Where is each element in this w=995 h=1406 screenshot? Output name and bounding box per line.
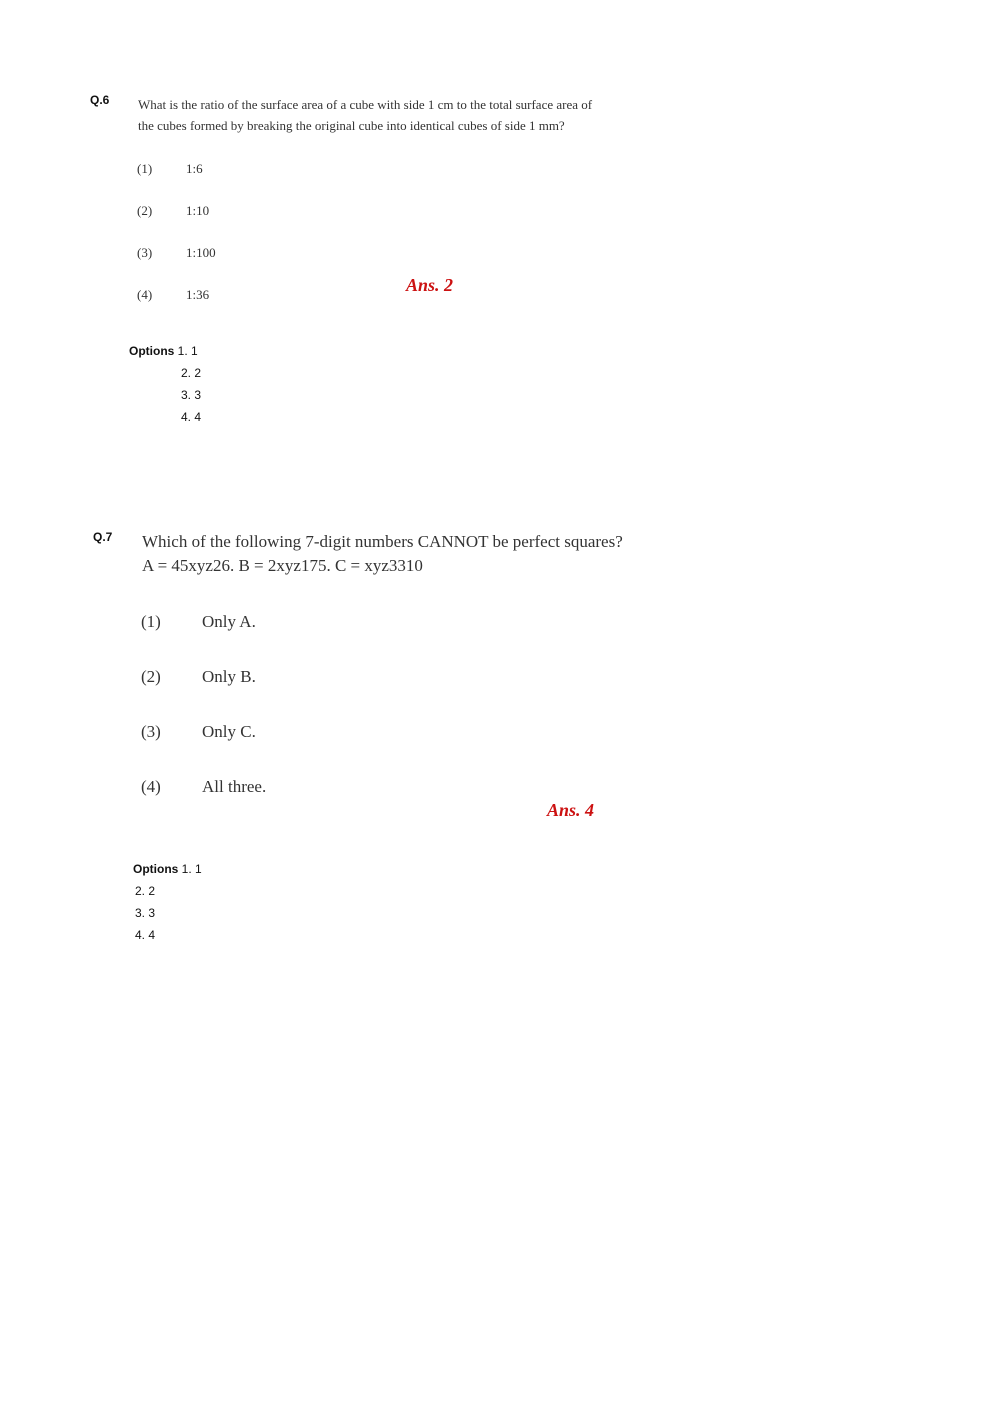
question-number: Q.7 — [93, 530, 113, 544]
question-number: Q.6 — [90, 93, 110, 107]
choice-label: (4) — [137, 287, 153, 302]
answer-key: Ans. 4 — [547, 800, 595, 820]
option-item: 2. 2 — [135, 884, 156, 898]
options-heading: Options — [133, 862, 179, 876]
question-text-line: the cubes formed by breaking the original cube into identical cubes of side 1 mm? — [138, 118, 565, 133]
question-text-line: What is the ratio of the surface area of a cube with side 1 cm to the total surface area of — [138, 97, 593, 112]
choice-label: (4) — [141, 777, 161, 796]
option-item: 3. 3 — [181, 388, 202, 402]
question-text — [142, 530, 702, 578]
choice-label: (1) — [141, 612, 161, 631]
choice-value: Only A. — [202, 612, 256, 631]
choice-label: (2) — [141, 667, 161, 686]
answer-key: Ans. 2 — [406, 275, 454, 295]
choice-value: Only C. — [202, 722, 256, 741]
option-item: 4. 4 — [135, 928, 156, 942]
choice-label: (1) — [137, 161, 153, 176]
options-block — [129, 344, 198, 358]
question-text — [138, 94, 698, 136]
question-text-line: Which of the following 7-digit numbers CANNOT be perfect squares? — [142, 532, 623, 551]
choice-value: 1:10 — [186, 203, 210, 218]
choice-value: 1:36 — [186, 287, 210, 302]
choice-label: (3) — [137, 245, 153, 260]
choice-label: (3) — [141, 722, 161, 741]
options-block — [133, 862, 202, 876]
option-item: 2. 2 — [181, 366, 202, 380]
options-heading: Options — [129, 344, 175, 358]
choice-value: 1:6 — [186, 161, 203, 176]
choice-value: 1:100 — [186, 245, 216, 260]
choice-value: All three. — [202, 777, 267, 796]
option-item: 3. 3 — [135, 906, 156, 920]
choice-label: (2) — [137, 203, 153, 218]
option-item: 1. 1 — [177, 344, 198, 358]
option-item: 4. 4 — [181, 410, 202, 424]
question-text-line: A = 45xyz26. B = 2xyz175. C = xyz3310 — [142, 556, 423, 575]
choice-value: Only B. — [202, 667, 256, 686]
option-item: 1. 1 — [181, 862, 202, 876]
